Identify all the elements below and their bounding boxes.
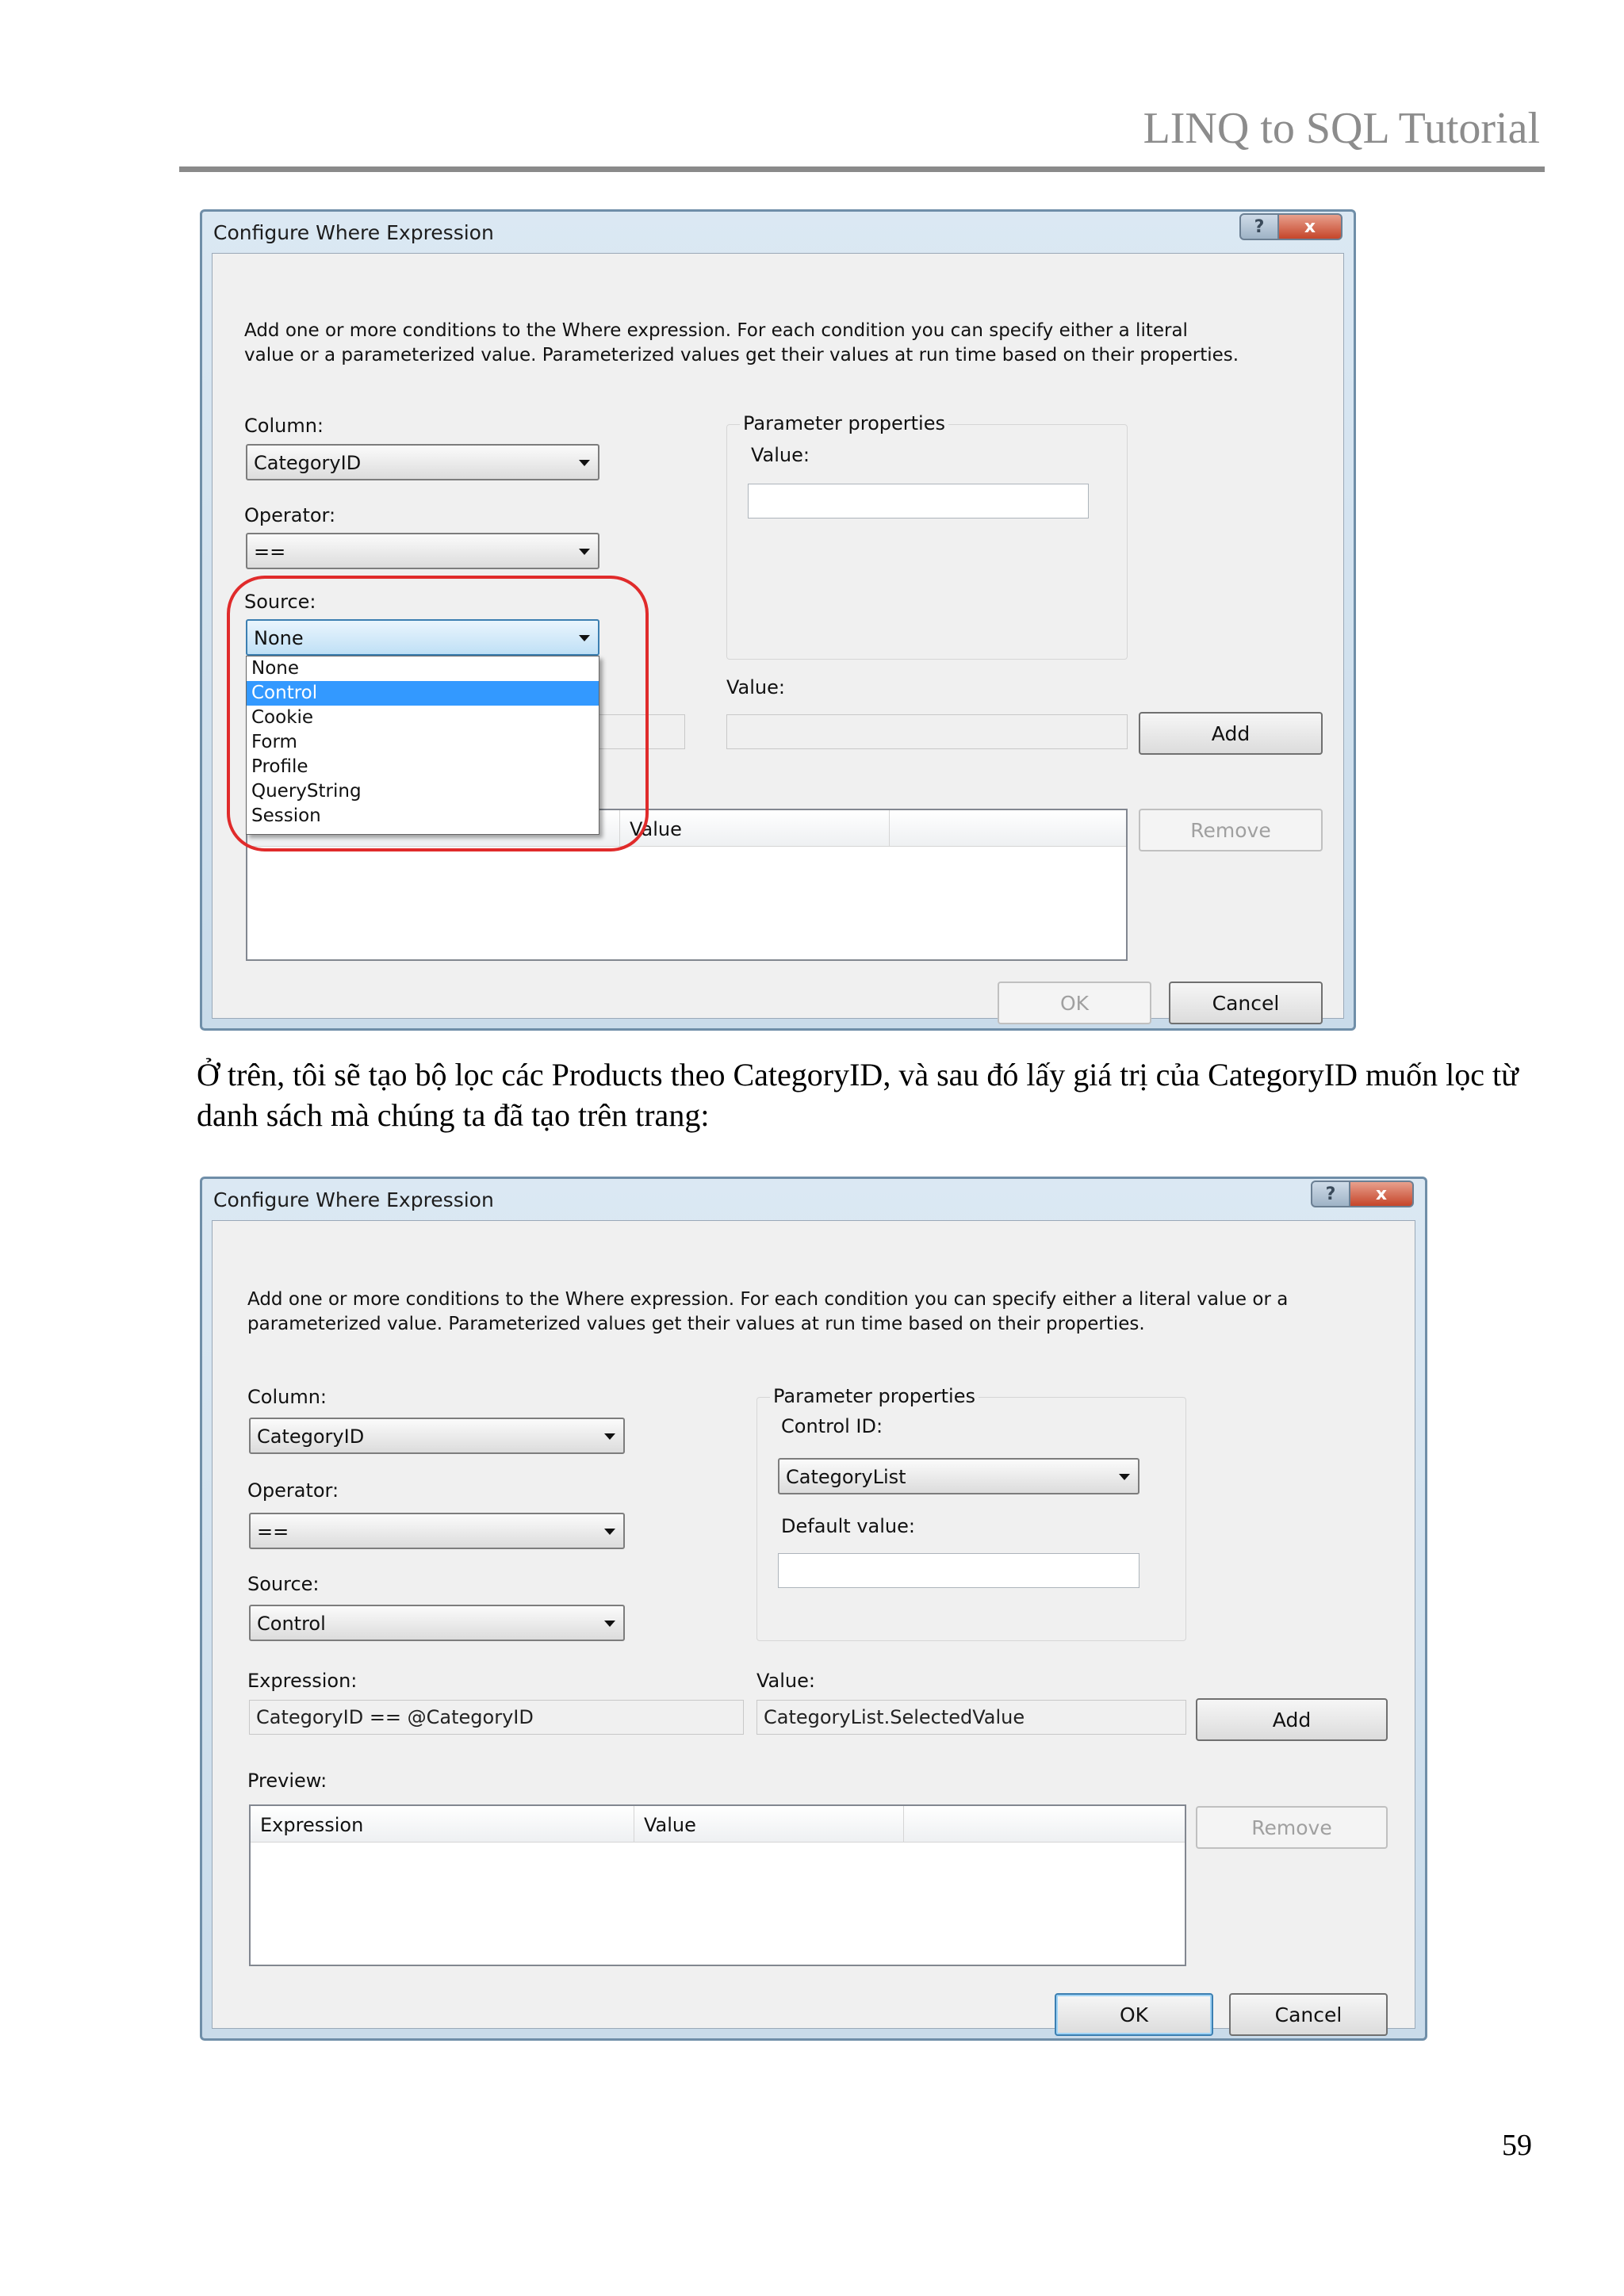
operator-select[interactable] [246, 533, 599, 569]
default-value-input[interactable] [778, 1553, 1139, 1588]
grid-col-value: Value [620, 810, 890, 847]
column-select-value: CategoryID [257, 1425, 365, 1448]
expression-label: Expression: [247, 1670, 358, 1692]
chevron-down-icon [604, 1621, 615, 1627]
value-input[interactable] [726, 714, 1128, 749]
operator-label: Operator: [244, 504, 336, 526]
source-select[interactable] [249, 1605, 625, 1641]
chevron-down-icon [579, 460, 590, 466]
header-rule [179, 166, 1545, 172]
grid-header [251, 1806, 1185, 1843]
preview-label: Preview: [247, 1770, 327, 1792]
body-paragraph: Ở trên, tôi sẽ tạo bộ lọc các Products theo CategoryID, và sau đó lấy giá trị của CategoryID muốn lọc từ danh sách mà chúng ta đã tạo trên trang: [197, 1057, 1519, 1133]
help-icon: ? [1254, 216, 1265, 237]
column-label: Column: [247, 1386, 327, 1408]
parameter-properties-title: Parameter properties [770, 1385, 979, 1407]
default-value-label: Default value: [781, 1515, 915, 1537]
close-icon: x [1375, 1184, 1388, 1204]
dialog-client-area [212, 253, 1344, 1019]
chevron-down-icon [604, 1529, 615, 1535]
operator-label: Operator: [247, 1479, 339, 1502]
where-expression-dialog-2 [200, 1177, 1427, 2041]
grid-col-expression: Expression [251, 1806, 634, 1843]
param-value-input[interactable] [748, 484, 1089, 519]
help-button[interactable] [1239, 213, 1279, 240]
ok-button[interactable]: OK [1055, 1993, 1213, 2036]
operator-select[interactable] [249, 1513, 625, 1549]
chevron-down-icon [604, 1433, 615, 1440]
control-id-label: Control ID: [781, 1415, 883, 1437]
source-option[interactable]: Session [251, 806, 321, 826]
source-option[interactable]: Control [247, 681, 599, 706]
value-label: Value: [726, 676, 785, 698]
value-field: CategoryList.SelectedValue [764, 1706, 1025, 1728]
source-select-value: None [254, 627, 304, 649]
control-id-select-value: CategoryList [786, 1466, 906, 1488]
column-select[interactable] [246, 444, 599, 480]
remove-button[interactable]: Remove [1196, 1806, 1388, 1849]
column-select[interactable] [249, 1418, 625, 1454]
page-number: 59 [1502, 2129, 1532, 2162]
close-icon: x [1304, 216, 1316, 237]
source-option[interactable]: None [251, 658, 300, 679]
source-label: Source: [244, 591, 316, 613]
ok-button[interactable]: OK [998, 982, 1151, 1024]
value-label: Value: [756, 1670, 815, 1692]
param-value-label: Value: [751, 444, 810, 466]
control-id-select[interactable] [778, 1458, 1139, 1494]
help-icon: ? [1325, 1184, 1336, 1204]
source-option[interactable]: Form [251, 732, 297, 752]
chevron-down-icon [579, 549, 590, 555]
where-expression-dialog-1 [200, 209, 1356, 1031]
parameter-properties-title: Parameter properties [740, 412, 948, 434]
source-label: Source: [247, 1573, 320, 1595]
help-button[interactable] [1311, 1181, 1350, 1207]
preview-grid [249, 1804, 1186, 1966]
dialog-title: Configure Where Expression [213, 1188, 494, 1211]
close-button[interactable] [1279, 213, 1342, 240]
source-select-value: Control [257, 1613, 326, 1635]
title-bar-buttons [1239, 213, 1342, 240]
title-bar-buttons [1311, 1181, 1414, 1207]
add-button[interactable]: Add [1196, 1698, 1388, 1741]
column-select-value: CategoryID [254, 452, 362, 474]
expression-input[interactable] [249, 1700, 744, 1735]
parameter-properties-group [756, 1385, 1186, 1641]
dialog-client-area [212, 1220, 1415, 2029]
cancel-button[interactable]: Cancel [1229, 1993, 1388, 2036]
operator-select-value: == [254, 541, 286, 563]
highlight-ring [227, 576, 649, 851]
remove-button[interactable]: Remove [1139, 809, 1323, 851]
operator-select-value: == [257, 1521, 289, 1543]
column-label: Column: [244, 415, 324, 437]
source-option[interactable]: QueryString [251, 781, 362, 802]
chevron-down-icon [1119, 1474, 1130, 1480]
dialog-title: Configure Where Expression [213, 221, 494, 244]
add-button[interactable]: Add [1139, 712, 1323, 755]
cancel-button[interactable]: Cancel [1169, 982, 1323, 1024]
intro-text: Add one or more conditions to the Where expression. For each condition you can specify either a literal value or a parameterized value. Parameterized values get their values at run time based on their properties. [244, 320, 1239, 365]
value-input[interactable] [756, 1700, 1186, 1735]
expression-value: CategoryID == @CategoryID [256, 1706, 534, 1728]
parameter-properties-group [726, 412, 1128, 660]
intro-text: Add one or more conditions to the Where expression. For each condition you can specify either a literal value or a parameterized value. Parameterized values get their values at run time based on their properties. [247, 1289, 1289, 1334]
source-option[interactable]: Cookie [251, 707, 314, 728]
close-button[interactable] [1350, 1181, 1414, 1207]
running-header: LINQ to SQL Tutorial [1143, 104, 1540, 153]
grid-col-value: Value [634, 1806, 904, 1843]
source-option[interactable]: Profile [251, 756, 308, 777]
